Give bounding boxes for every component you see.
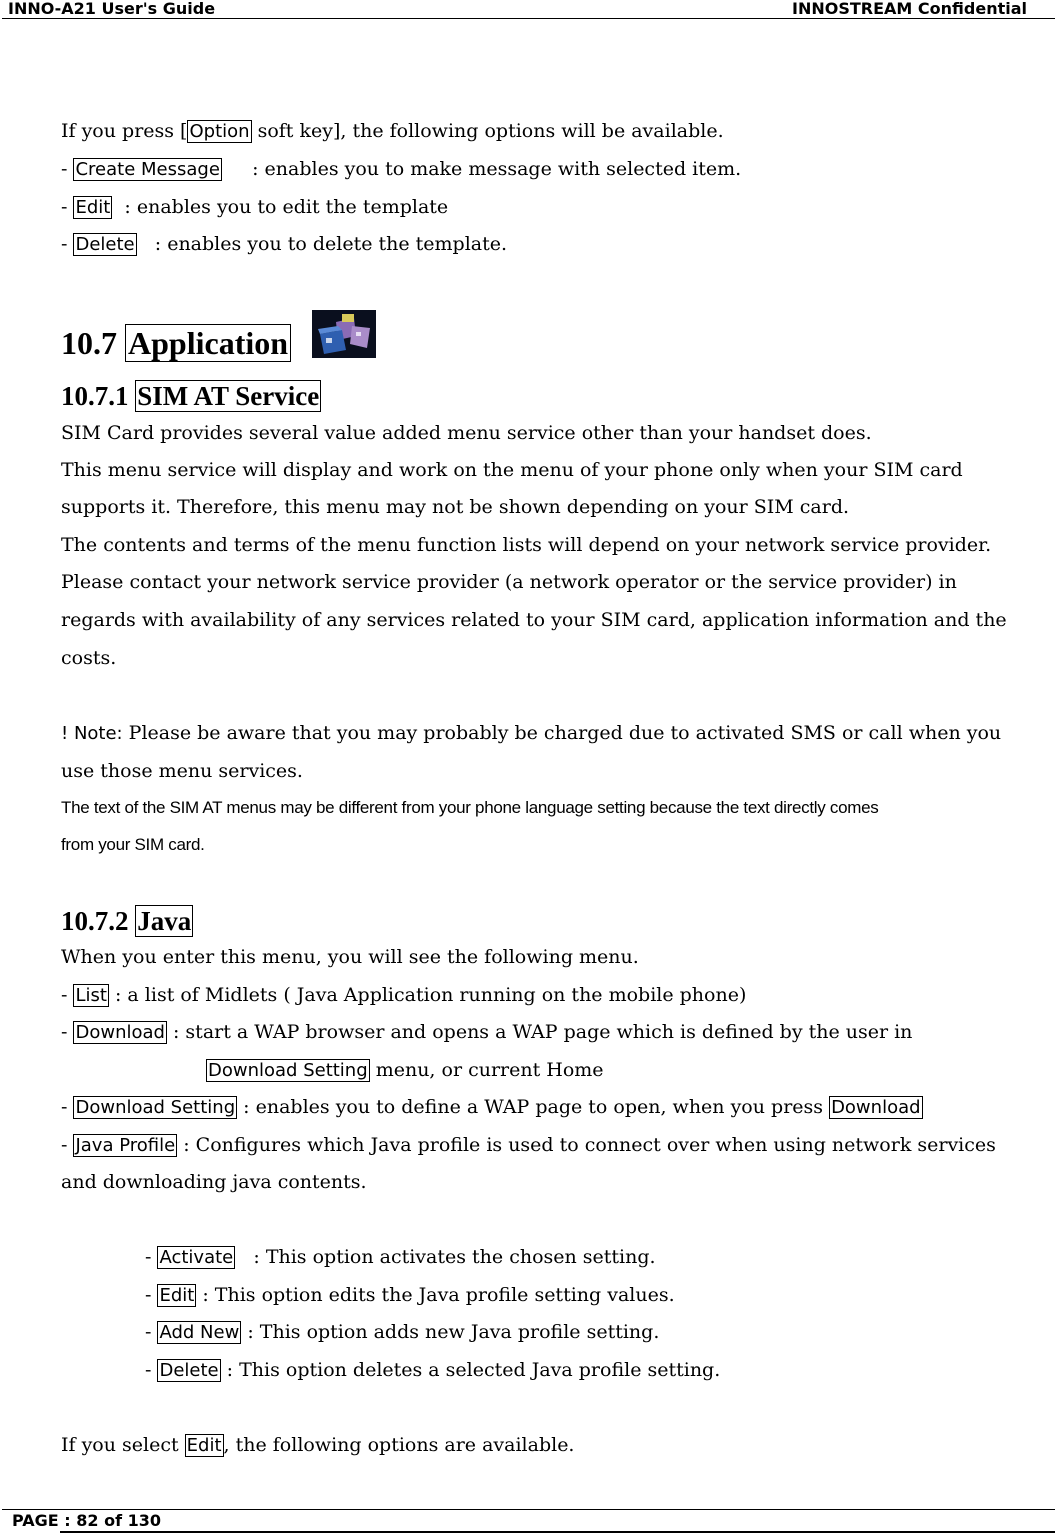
option-item-edit: - Edit : enables you to edit the template — [61, 196, 449, 218]
sim-at-paragraph-line: regards with availability of any services related to your SIM card, application information and the — [61, 609, 1007, 631]
sim-at-title: SIM AT Service — [137, 381, 320, 411]
option-intro-pre: If you press [ — [61, 120, 188, 142]
edit-intro — [61, 1433, 574, 1458]
header-confidential: INNOSTREAM Confidential — [792, 0, 1027, 18]
java-item-download: - Download : start a WAP browser and opens a WAP page which is defined by the user in — [61, 1021, 913, 1043]
create-message-label: Create Message — [75, 159, 220, 180]
sim-at-paragraph-line: SIM Card provides several value added menu service other than your handset does. — [61, 422, 872, 444]
sim-at-paragraph-line: costs. — [61, 647, 117, 669]
sim-at-paragraph-line: The contents and terms of the menu function lists will depend on your network service provider. — [61, 534, 992, 556]
footer-underline — [60, 1531, 1055, 1533]
sim-at-paragraph-line: supports it. Therefore, this menu may not be shown depending on your SIM card. — [61, 496, 850, 518]
section-title: Application — [125, 324, 291, 362]
profile-delete-desc: : This option deletes a selected Java profile setting. — [220, 1359, 721, 1381]
option-item-delete: - Delete : enables you to delete the template. — [61, 233, 508, 255]
profile-delete-label: Delete — [159, 1360, 219, 1381]
profile-edit-label: Edit — [159, 1285, 195, 1306]
download-setting-label: Download Setting — [75, 1097, 236, 1118]
profile-edit-desc: : This option edits the Java profile setting values. — [196, 1284, 675, 1306]
download-link: Download — [831, 1097, 921, 1118]
section-heading — [61, 322, 291, 364]
java-profile-desc: : Configures which Java profile is used to connect over when using network services — [177, 1134, 996, 1156]
edit-intro-pre: If you select — [61, 1434, 185, 1456]
download-continuation — [206, 1058, 604, 1083]
java-number: 10.7.2 — [61, 906, 129, 936]
create-message-desc: : enables you to make message with selected item. — [246, 158, 742, 180]
sim-at-heading — [61, 379, 321, 413]
delete-label: Delete — [75, 234, 135, 255]
java-intro: When you enter this menu, you will see the following menu. — [61, 946, 639, 968]
java-title: Java — [137, 906, 192, 936]
option-intro — [61, 119, 724, 144]
delete-desc: : enables you to delete the template. — [148, 233, 508, 255]
section-number: 10.7 — [61, 325, 117, 361]
profile-option-activate: - Activate : This option activates the chosen setting. — [145, 1246, 656, 1268]
java-item-java-profile: - Java Profile : Configures which Java profile is used to connect over when using network services — [61, 1134, 996, 1156]
application-blocks-icon — [312, 310, 376, 358]
sim-at-paragraph-line: Please contact your network service provider (a network operator or the service provider) in — [61, 571, 957, 593]
profile-option-add-new: - Add New : This option adds new Java profile setting. — [145, 1321, 660, 1343]
download-setting-desc: : enables you to define a WAP page to open, when you press — [237, 1096, 830, 1118]
sim-at-small-text: The text of the SIM AT menus may be different from your phone language setting because the text directly comes — [61, 798, 879, 817]
note-label: ! Note: — [61, 723, 123, 744]
sim-at-paragraph-line: This menu service will display and work on the menu of your phone only when your SIM card — [61, 459, 963, 481]
sim-at-number: 10.7.1 — [61, 381, 129, 411]
java-item-download-setting: - Download Setting : enables you to define a WAP page to open, when you press Download — [61, 1096, 921, 1118]
list-desc: : a list of Midlets ( Java Application running on the mobile phone) — [108, 984, 747, 1006]
java-item-list: - List : a list of Midlets ( Java Application running on the mobile phone) — [61, 984, 747, 1006]
download-desc: : start a WAP browser and opens a WAP page which is defined by the user in — [166, 1021, 913, 1043]
activate-label: Activate — [159, 1247, 234, 1268]
list-label: List — [75, 985, 107, 1006]
option-intro-post: soft key], the following options will be available. — [251, 120, 724, 142]
download-cont-text: menu, or current Home — [369, 1059, 604, 1081]
activate-desc: : This option activates the chosen setting. — [247, 1246, 656, 1268]
note-text: Please be aware that you may probably be charged due to activated SMS or call when you — [122, 722, 1002, 744]
download-setting-link: Download Setting — [208, 1060, 368, 1081]
note-line-2: use those menu services. — [61, 760, 303, 782]
edit-label: Edit — [75, 197, 111, 218]
option-item-create-message: - Create Message : enables you to make message with selected item. — [61, 158, 742, 180]
page-number: PAGE : 82 of 130 — [12, 1511, 161, 1530]
sim-at-small-text: from your SIM card. — [61, 835, 205, 854]
footer-rule — [2, 1509, 1055, 1510]
header-rule — [2, 18, 1055, 19]
java-heading — [61, 904, 193, 938]
header-doc-title: INNO-A21 User's Guide — [8, 0, 216, 18]
edit-link: Edit — [186, 1435, 222, 1456]
add-new-desc: : This option adds new Java profile setting. — [241, 1321, 660, 1343]
edit-desc: : enables you to edit the template — [118, 196, 449, 218]
download-label: Download — [75, 1022, 165, 1043]
note-line — [61, 721, 1001, 746]
profile-option-delete: - Delete : This option deletes a selected Java profile setting. — [145, 1359, 721, 1381]
add-new-label: Add New — [159, 1322, 240, 1343]
profile-option-edit: - Edit : This option edits the Java profile setting values. — [145, 1284, 675, 1306]
java-profile-label: Java Profile — [75, 1135, 176, 1156]
option-key: Option — [189, 121, 250, 142]
edit-intro-post: , the following options are available. — [223, 1434, 575, 1456]
java-profile-continuation: and downloading java contents. — [61, 1171, 367, 1193]
